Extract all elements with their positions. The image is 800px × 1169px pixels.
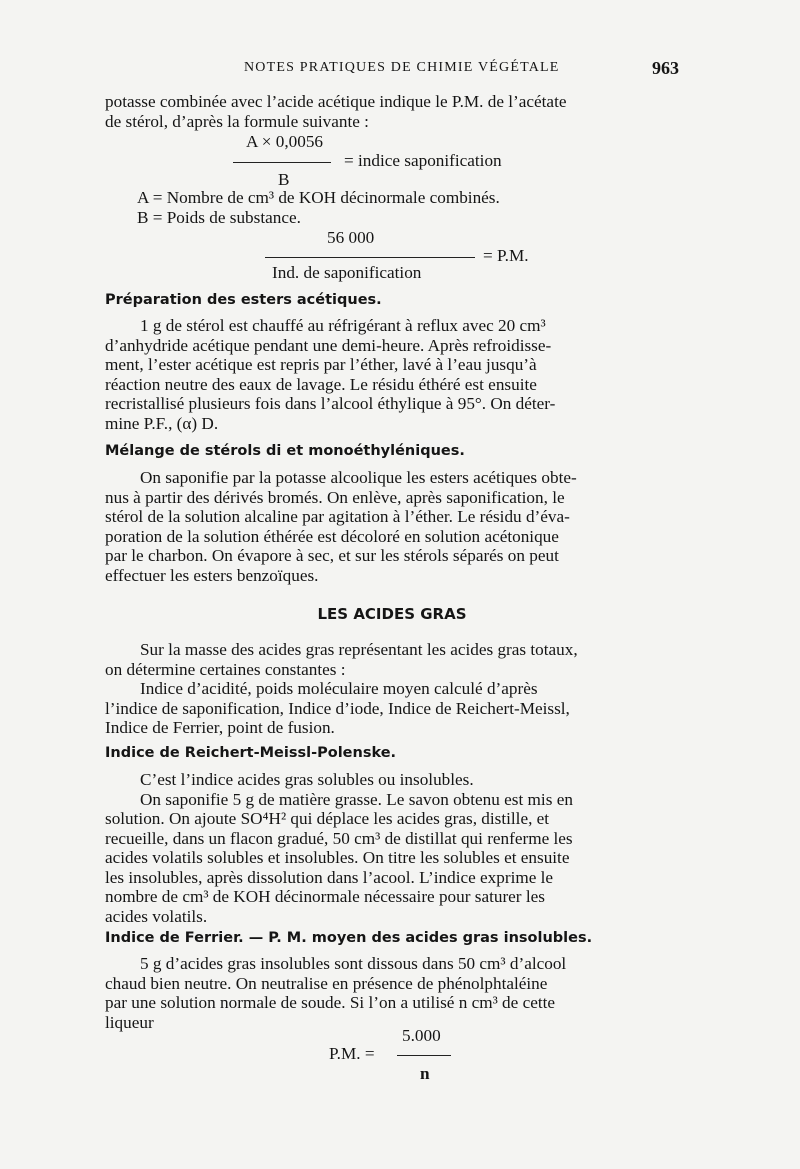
formula3-numerator: 5.000 (402, 1026, 441, 1045)
text-line: potasse combinée avec l’acide acétique indique le P.M. de l’acétate (105, 92, 567, 111)
text-line: Sur la masse des acides gras représentant les acides gras totaux, (140, 640, 578, 659)
text-line: acides volatils. (105, 906, 208, 926)
esters-paragraph (105, 316, 680, 433)
text-line: on détermine certaines constantes : (105, 659, 346, 679)
text-line: 5 g d’acides gras insolubles sont dissous dans 50 cm³ d’alcool (140, 954, 567, 973)
formula1-denominator: B (278, 170, 290, 189)
formula3-fraction-bar (397, 1055, 451, 1056)
text-line: par une solution normale de soude. Si l’on a utilisé n cm³ de cette (105, 993, 556, 1012)
formula2-denominator: Ind. de saponification (272, 263, 422, 282)
text-line: les insolubles, après dissolution dans l’acool. L’indice exprime le (105, 867, 554, 887)
page-number: 963 (652, 58, 679, 78)
text-line: chaud bien neutre. On neutralise en présence de phénolphtaléine (105, 973, 548, 993)
text-line: réaction neutre des eaux de lavage. Le résidu éthéré est ensuite (105, 374, 537, 394)
text-line: On saponifie 5 g de matière grasse. Le savon obtenu est mis en (140, 789, 573, 809)
text-line: Indice de Ferrier, point de fusion. (105, 718, 335, 737)
definition-a: A = Nombre de cm³ de KOH décinormale combinés. (137, 188, 500, 207)
formula2-numerator: 56 000 (327, 228, 375, 247)
text-line: 1 g de stérol est chauffé au réfrigérant à reflux avec 20 cm³ (140, 316, 546, 335)
text-line: liqueur (105, 1012, 154, 1032)
formula3-left: P.M. = (329, 1044, 375, 1063)
text-line: Indice d’acidité, poids moléculaire moyen calculé d’après (140, 679, 538, 698)
ferrier-paragraph (105, 954, 680, 1032)
running-title: NOTES PRATIQUES DE CHIMIE VÉGÉTALE (244, 60, 560, 75)
section-heading-melange: Mélange de stérols di et monoéthyléniques. (105, 443, 465, 459)
section-heading-ferrier: Indice de Ferrier. — P. M. moyen des acides gras insolubles. (105, 930, 593, 946)
text-line: solution. On ajoute SO⁴H² qui déplace les acides gras, distille, et (105, 809, 550, 828)
formula1-result: = indice saponification (344, 151, 502, 170)
reichert-paragraph (105, 770, 680, 926)
text-line: par le charbon. On évapore à sec, et sur les stérols séparés on peut (105, 546, 559, 565)
text-line: ment, l’ester acétique est repris par l’éther, lavé à l’eau jusqu’à (105, 355, 537, 374)
definition-b: B = Poids de substance. (137, 208, 301, 227)
text-line: recueille, dans un flacon gradué, 50 cm³ de distillat qui renferme les (105, 828, 573, 848)
text-line: nus à partir des dérivés bromés. On enlève, après saponification, le (105, 487, 565, 507)
text-line: C’est l’indice acides gras solubles ou insolubles. (140, 770, 474, 789)
formula3-denominator: n (420, 1064, 430, 1083)
text-line: stérol de la solution alcaline par agitation à l’éther. Le résidu d’éva- (105, 507, 570, 526)
acides-gras-paragraph (105, 640, 680, 738)
text-line: recristallisé plusieurs fois dans l’alcool éthylique à 95°. On déter- (105, 394, 556, 413)
section-heading-esters: Préparation des esters acétiques. (105, 292, 382, 308)
intro-paragraph (105, 92, 680, 131)
text-line: On saponifie par la potasse alcoolique les esters acétiques obte- (140, 468, 577, 487)
text-line: effectuer les esters benzoïques. (105, 565, 319, 585)
formula1-fraction-bar (233, 162, 331, 163)
formula2-result: = P.M. (483, 246, 529, 265)
text-line: d’anhydride acétique pendant une demi-heure. Après refroidisse- (105, 335, 552, 355)
text-line: acides volatils solubles et insolubles. On titre les solubles et ensuite (105, 848, 570, 867)
section-heading-reichert: Indice de Reichert-Meissl-Polenske. (105, 745, 397, 761)
text-line: l’indice de saponification, Indice d’iode, Indice de Reichert-Meissl, (105, 698, 570, 718)
formula1-numerator: A × 0,0056 (246, 132, 324, 151)
text-line: de stérol, d’après la formule suivante : (105, 111, 369, 131)
text-line: nombre de cm³ de KOH décinormale nécessaire pour saturer les (105, 887, 545, 906)
section-title-acides-gras: LES ACIDES GRAS (317, 605, 467, 623)
formula2-fraction-bar (265, 257, 475, 258)
melange-paragraph (105, 468, 680, 585)
text-line: mine P.F., (α) D. (105, 413, 219, 433)
text-line: poration de la solution éthérée est décoloré en solution acétonique (105, 526, 559, 546)
